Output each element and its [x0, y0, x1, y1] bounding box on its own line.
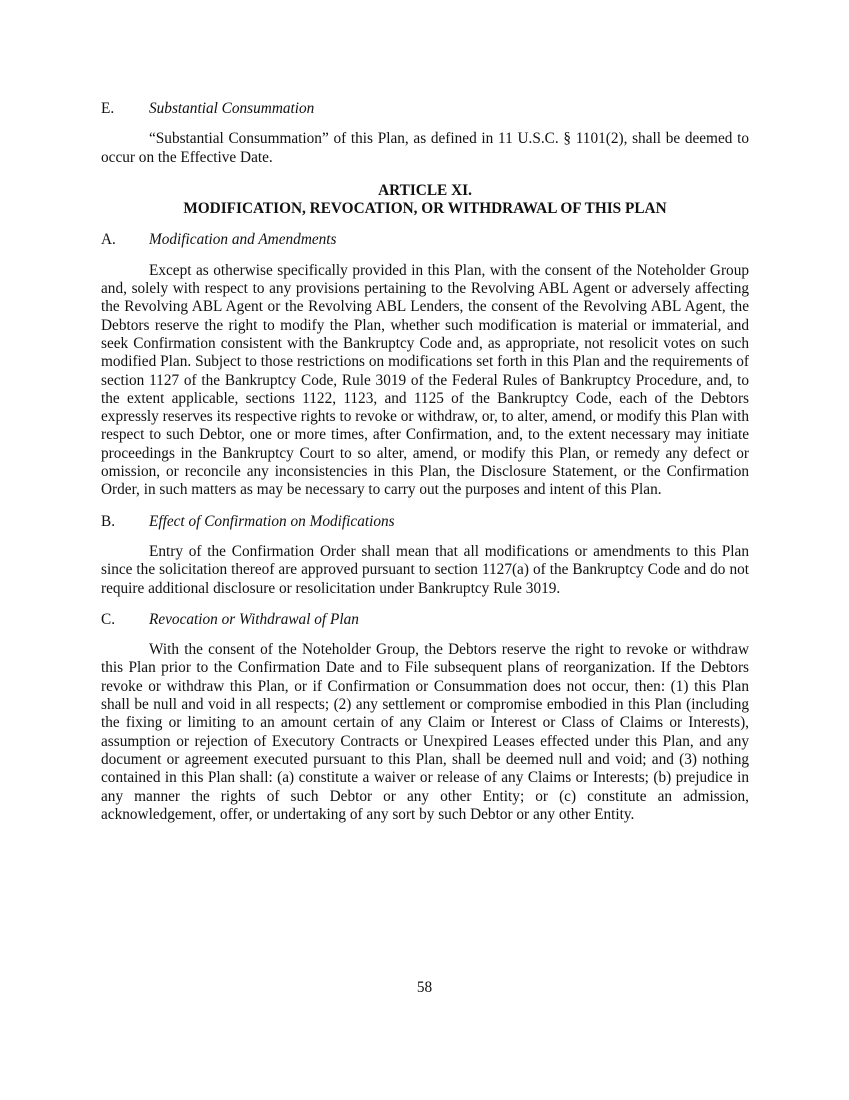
article-number: ARTICLE XI. [378, 181, 472, 199]
section-b-heading [101, 513, 749, 531]
section-b-title: Effect of Confirmation on Modifications [149, 512, 395, 530]
section-e-heading [101, 100, 749, 118]
section-a-letter: A. [101, 231, 116, 249]
section-c-heading [101, 611, 749, 629]
section-e-title: Substantial Consummation [149, 100, 315, 117]
section-e-body: “Substantial Consummation” of this Plan, as defined in 11 U.S.C. § 1101(2), shall be deemed to occur on the Effective Date. [101, 130, 749, 166]
article-title: MODIFICATION, REVOCATION, OR WITHDRAWAL OF THIS PLAN [183, 200, 667, 218]
page-number: 58 [416, 979, 433, 996]
document-page [101, 100, 749, 824]
section-b-letter: B. [101, 512, 116, 530]
section-c-body: With the consent of the Noteholder Group, the Debtors reserve the right to revoke or withdraw this Plan prior to the Confirmation Date and to File subsequent plans of reorganization. If the Debtors revoke or withdraw this Plan, or if Confirmation or Consummation does not occur, then: (1) this Plan shall be null and void in all respects; (2) any settlement or compromise embodied in this Plan (including the fixing or limiting to an amount certain of any Claim or Interest or Class of Claims or Interests), assumption or rejection of Executory Contracts or Unexpired Leases effected under this Plan, and any document or agreement executed pursuant to this Plan, shall be deemed null and void; and (3) nothing contained in this Plan shall: (a) constitute a waiver or release of any Claims or Interests; (b) prejudice in any manner the rights of such Debtor or any other Entity; or (c) constitute an admission, acknowledgement, offer, or undertaking of any sort by such Debtor or any other Entity. [101, 641, 749, 823]
section-b-body: Entry of the Confirmation Order shall mean that all modifications or amendments to this Plan since the solicitation thereof are approved pursuant to section 1127(a) of the Bankruptcy Code and do not require additional disclosure or resolicitation under Bankruptcy Rule 3019. [101, 542, 749, 597]
section-c-letter: C. [101, 610, 116, 628]
section-a-title: Modification and Amendments [149, 231, 337, 249]
section-c-title: Revocation or Withdrawal of Plan [149, 610, 359, 628]
section-a-heading [101, 231, 749, 249]
section-e-letter: E. [101, 100, 115, 117]
section-a-body: Except as otherwise specifically provided in this Plan, with the consent of the Noteholder Group and, solely with respect to any provisions pertaining to the Revolving ABL Agent or adversely affecting the Revolving ABL Agent or the Revolving ABL Lenders, the consent of the Revolving ABL Agent, the Debtors reserve the right to modify the Plan, whether such modification is material or immaterial, and seek Confirmation consistent with the Bankruptcy Code and, as appropriate, not resolicit votes on such modified Plan. Subject to those restrictions on modifications set forth in this Plan and the requirements of section 1127 of the Bankruptcy Code, Rule 3019 of the Federal Rules of Bankruptcy Procedure, and, to the extent applicable, sections 1122, 1123, and 1125 of the Bankruptcy Code, each of the Debtors expressly reserves its respective rights to revoke or withdraw, or, to alter, amend, or modify this Plan with respect to such Debtor, one or more times, after Confirmation, and, to the extent necessary may initiate proceedings in the Bankruptcy Court to so alter, amend, or modify this Plan, or remedy any defect or omission, or reconcile any inconsistencies in this Plan, the Disclosure Statement, or the Confirmation Order, in such matters as may be necessary to carry out the purposes and intent of this Plan. [101, 261, 749, 499]
